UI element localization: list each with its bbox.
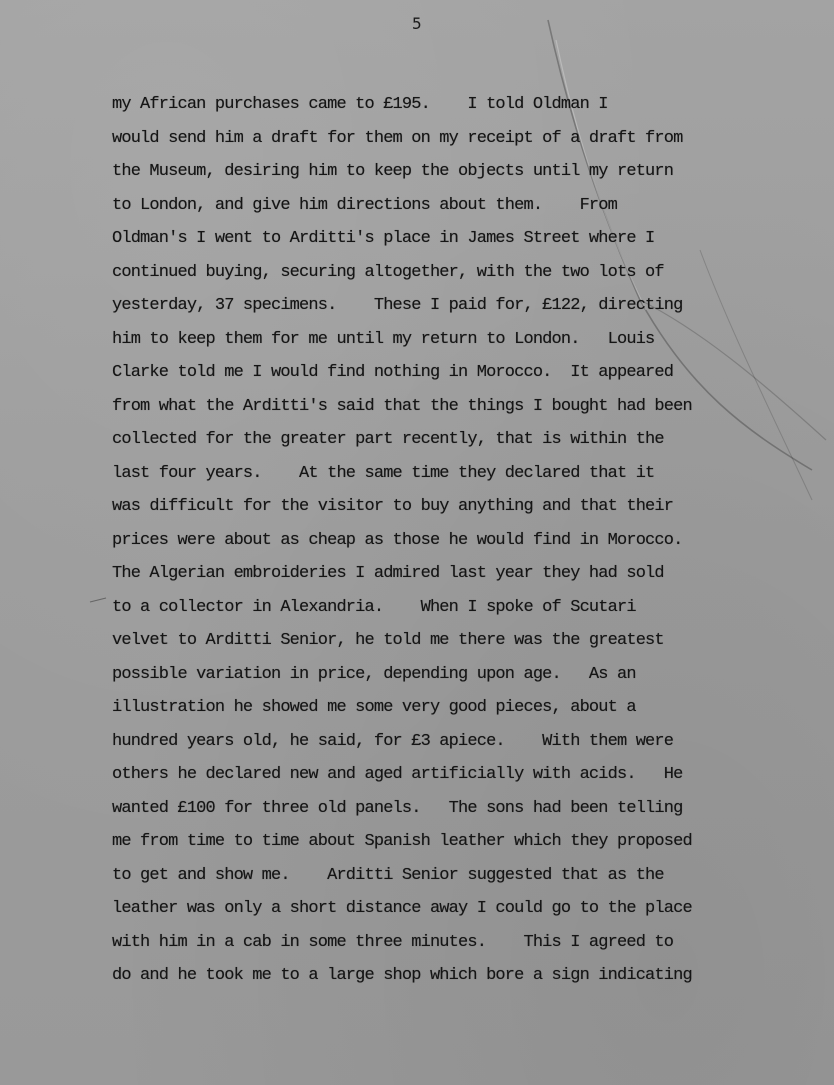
text-line: the Museum, desiring him to keep the objects until my return [112,162,674,181]
text-line: prices were about as cheap as those he would find in Morocco. [112,530,683,550]
text-line: to a collector in Alexandria. When I spoke of Scutari [112,597,636,617]
text-line: do and he took me to a large shop which bore a sign indicating [112,966,692,985]
text-line: to London, and give him directions about them. From [112,195,617,215]
text-line: was difficult for the visitor to buy anything and that their [112,497,674,516]
text-line: Clarke told me I would find nothing in Morocco. It appeared [112,363,674,382]
text-line: others he declared new and aged artificially with acids. He [112,765,683,784]
text-line: with him in a cab in some three minutes. This I agreed to [112,932,674,952]
text-line: leather was only a short distance away I could go to the place [112,899,692,918]
text-line: yesterday, 37 specimens. These I paid for, £122, directing [112,296,683,315]
typed-text-body [112,88,824,993]
text-line: Oldman's I went to Arditti's place in James Street where I [112,229,655,248]
text-line: velvet to Arditti Senior, he told me there was the greatest [112,631,664,650]
text-line: collected for the greater part recently, that is within the [112,430,664,449]
text-line: him to keep them for me until my return to London. Louis [112,329,655,349]
text-line: wanted £100 for three old panels. The sons had been telling [112,798,683,818]
text-line: continued buying, securing altogether, with the two lots of [112,262,664,282]
text-line: hundred years old, he said, for £3 apiece. With them were [112,731,674,751]
text-line: The Algerian embroideries I admired last year they had sold [112,564,664,583]
text-line: last four years. At the same time they declared that it [112,463,655,483]
text-line: would send him a draft for them on my receipt of a draft from [112,128,683,148]
text-line: my African purchases came to £195. I told Oldman I [112,95,608,114]
text-line: illustration he showed me some very good pieces, about a [112,698,636,717]
page-number: 5 [412,14,422,33]
text-line: to get and show me. Arditti Senior suggested that as the [112,865,664,885]
text-line: me from time to time about Spanish leather which they proposed [112,832,692,851]
text-line: possible variation in price, depending upon age. As an [112,664,636,684]
text-line: from what the Arditti's said that the things I bought had been [112,396,692,416]
